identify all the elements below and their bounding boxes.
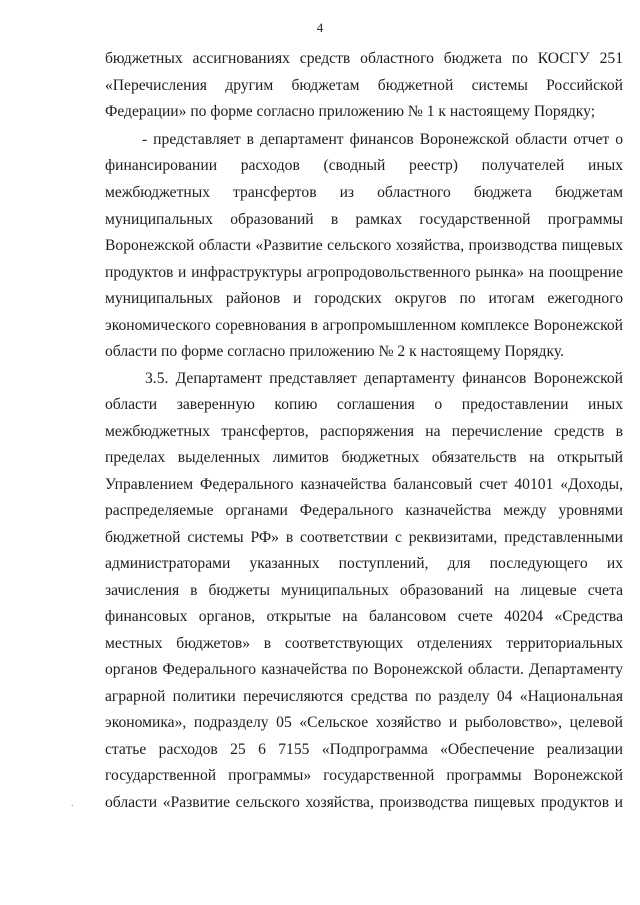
text-line: продуктов и инфраструктуры агропродовольственного рынка» на поощрение (105, 264, 623, 281)
text-line: государственной программы» государственной программы Воронежской (105, 767, 623, 784)
text-line: области «Развитие сельского хозяйства, производства пищевых продуктов и (105, 794, 623, 811)
text-line: пределах выделенных лимитов бюджетных обязательств на открытый (105, 449, 623, 466)
text-line: местных бюджетов» в соответствующих отделениях территориальных (105, 635, 623, 652)
text-line: органов Федерального казначейства по Воронежской области. Департаменту (105, 661, 623, 678)
text-line: финансировании расходов (сводный реестр) получателей иных (105, 157, 623, 174)
text-line: «Перечисления другим бюджетам бюджетной системы Российской (105, 77, 623, 94)
margin-mark: . (71, 798, 74, 809)
text-line: финансовых органов, открытые на балансовом счете 40204 «Средства (105, 608, 623, 625)
text-line: Федерации» по форме согласно приложению № 1 к настоящему Порядку; (105, 103, 596, 120)
text-line: - представляет в департамент финансов Воронежской области отчет о (142, 131, 623, 148)
text-line: муниципальных районов и городских округов по итогам ежегодного (105, 290, 623, 307)
text-line: экономика», подразделу 05 «Сельское хозяйство и рыболовство», целевой (105, 714, 623, 731)
text-line: бюджетной системы РФ» в соответствии с реквизитами, представленными (105, 529, 623, 546)
text-line: муниципальных образований в рамках государственной программы (105, 211, 623, 228)
text-line: бюджетных ассигнованиях средств областного бюджета по КОСГУ 251 (105, 50, 623, 67)
text-line: межбюджетных трансфертов из областного бюджета бюджетам (105, 184, 623, 201)
text-line: статье расходов 25 6 7155 «Подпрограмма «Обеспечение реализации (105, 741, 623, 758)
text-line: экономического соревнования в агропромышленном комплексе Воронежской (105, 317, 623, 334)
text-line: аграрной политики перечисляются средства по разделу 04 «Национальная (105, 688, 623, 705)
page-number: 4 (316, 20, 324, 35)
text-line: межбюджетных трансфертов, распоряжения на перечисление средств в (105, 423, 623, 440)
text-line: распределяемые органами Федерального казначейства между уровнями (105, 502, 623, 519)
text-line: 3.5. Департамент представляет департаменту финансов Воронежской (145, 370, 623, 387)
text-line: Управлением Федерального казначейства балансовый счет 40101 «Доходы, (105, 476, 623, 493)
text-line: администраторами указанных поступлений, для последующего их (105, 555, 623, 572)
text-line: области заверенную копию соглашения о предоставлении иных (105, 396, 623, 413)
text-line: Воронежской области «Развитие сельского хозяйства, производства пищевых (105, 237, 623, 254)
text-line: зачисления в бюджеты муниципальных образований на лицевые счета (105, 582, 623, 599)
text-line: области по форме согласно приложению № 2 к настоящему Порядку. (105, 343, 564, 360)
